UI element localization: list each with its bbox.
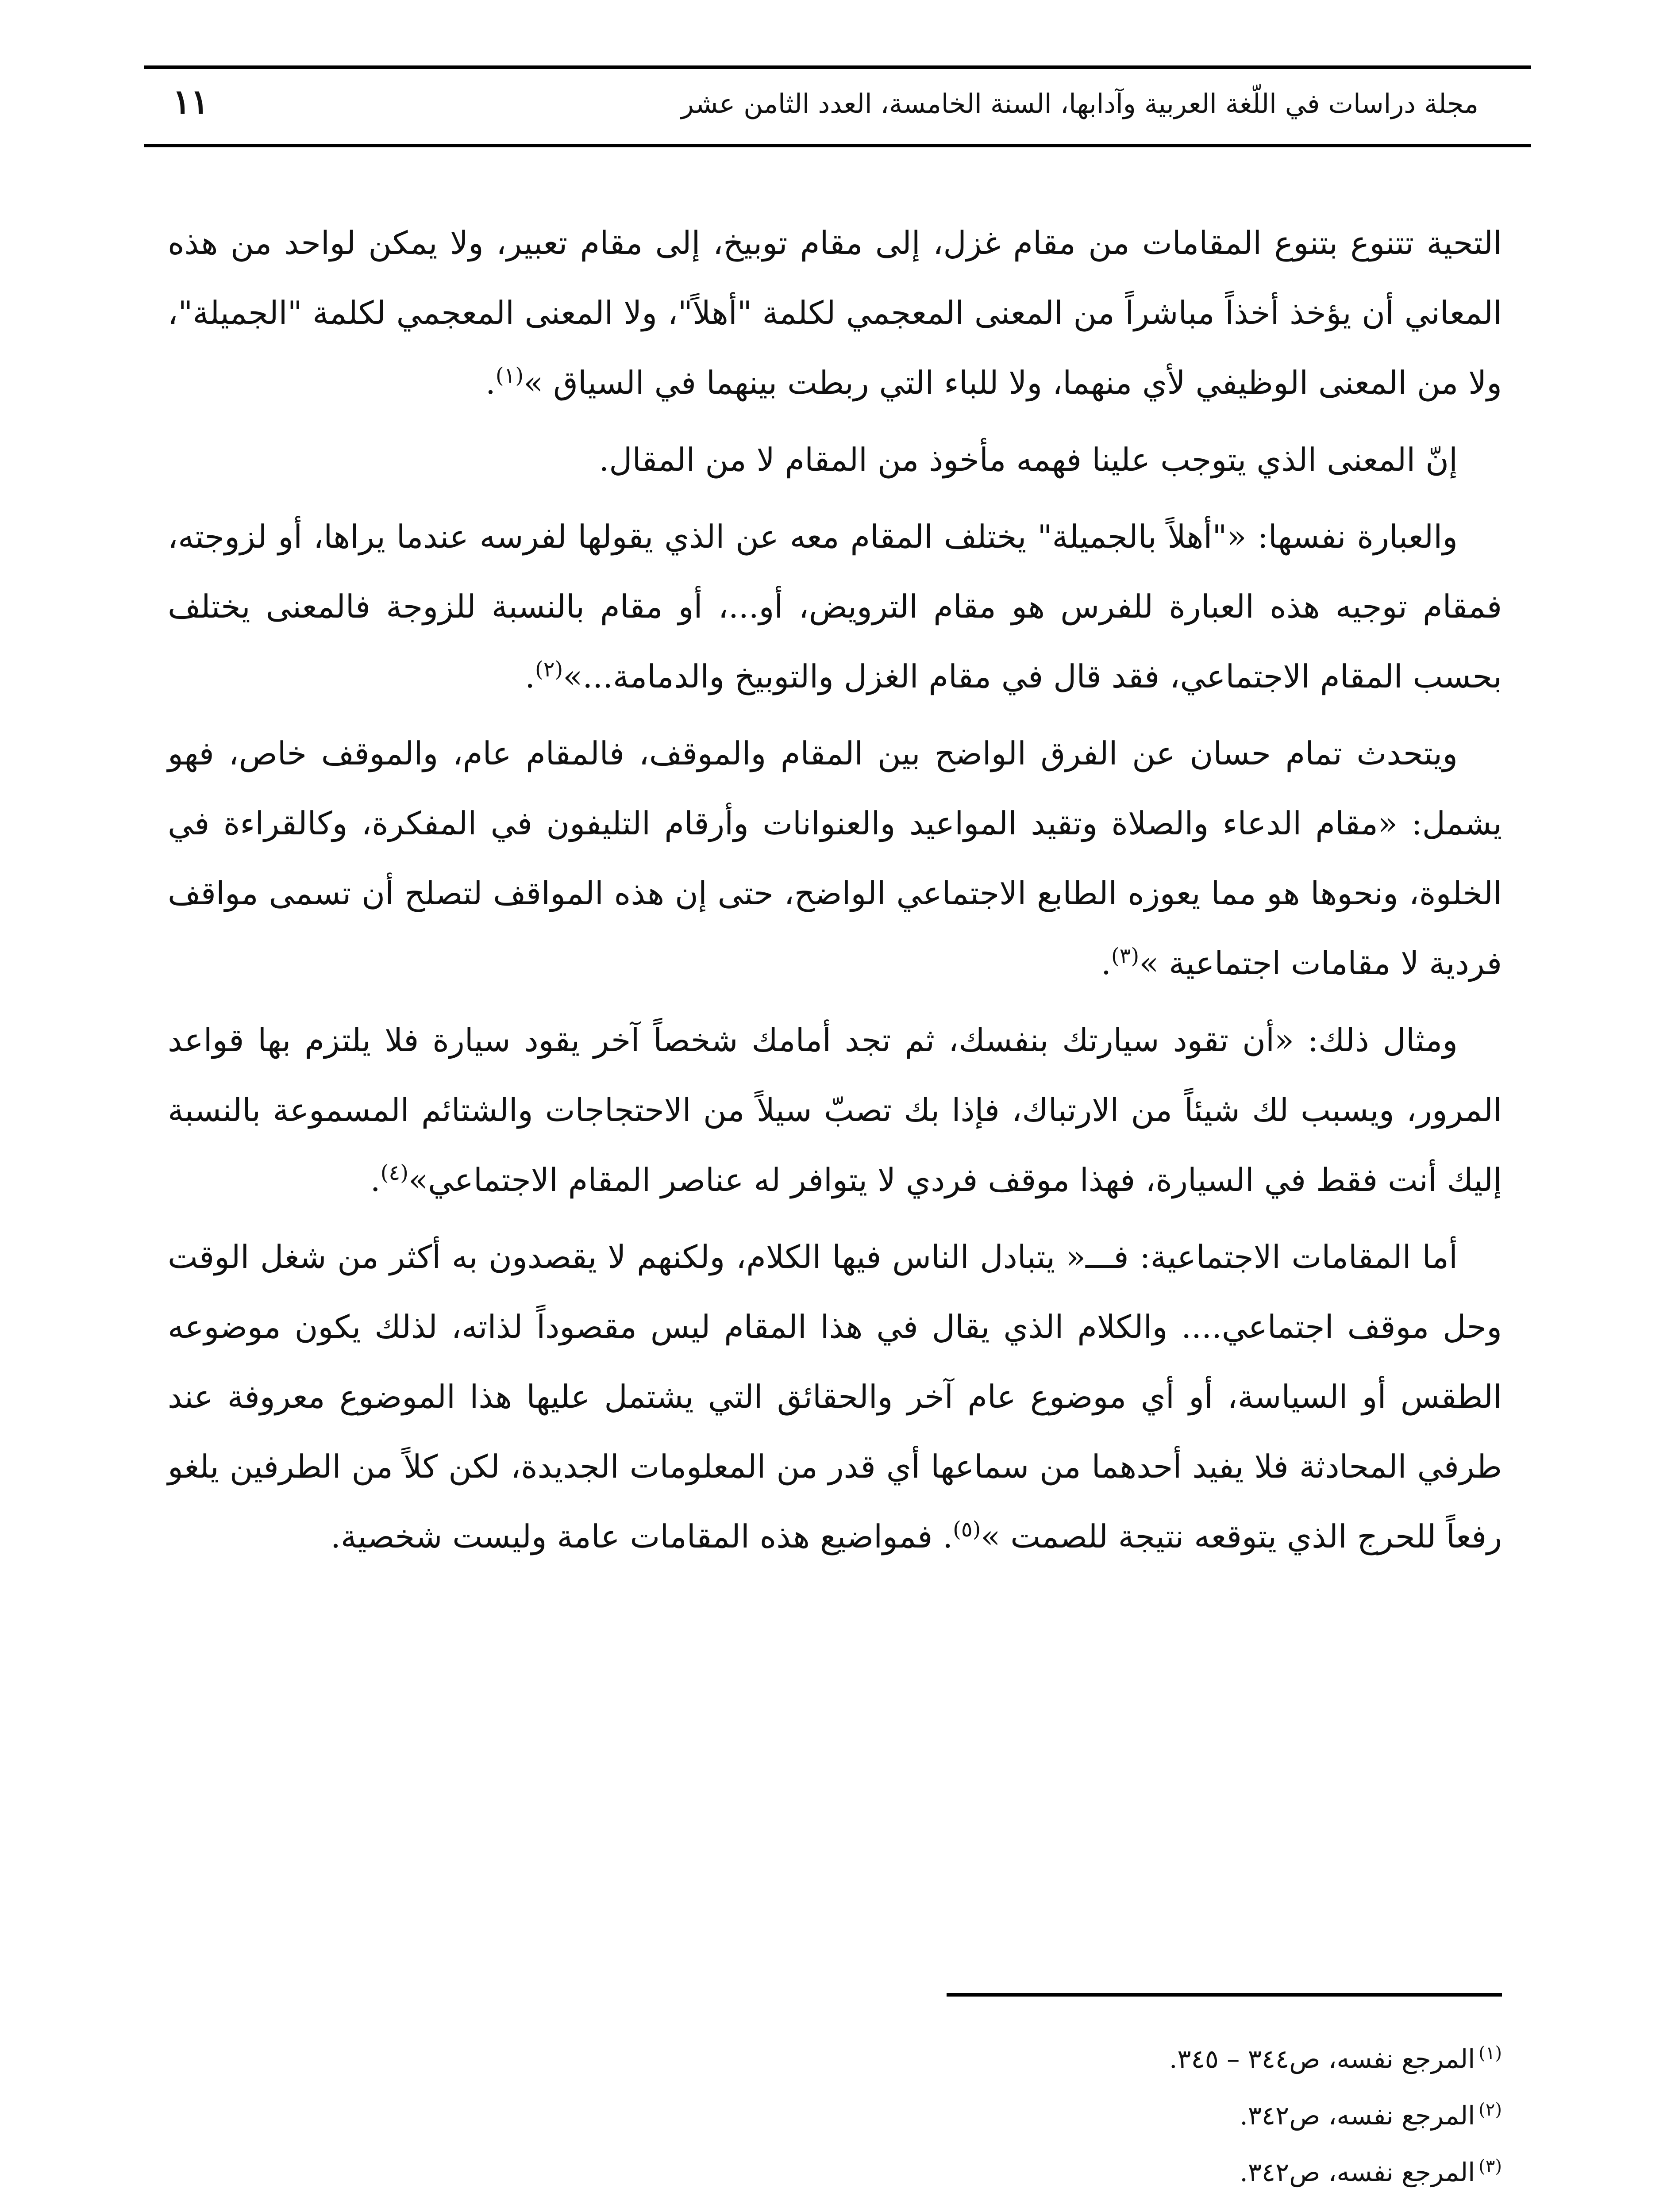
footnote-text: المرجع نفسه، ص٣٤٢.: [1240, 2101, 1475, 2131]
footnote: [440, 2031, 1502, 2087]
footnote-marker: (٢): [1478, 2099, 1502, 2120]
paragraph-text: ويتحدث تمام حسان عن الفرق الواضح بين المقام والموقف، فالمقام عام، والموقف خاص، فهو يشمل: «مقام الدعاء والصلاة وتقيد المواعيد والعنوانات وأرقام التليفون في المفكرة، وكالقراءة في الخلوة، ونحوها هو مما يعوزه الطابع الاجتماعي الواضح، حتى إن هذه المواقف لتصلح أن تسمى مواقف فردية لا مقامات اجتماعية »: [168, 735, 1502, 982]
footnote-reference: (١): [495, 363, 524, 388]
journal-header-title: مجلة دراسات في اللّغة العربية وآدابها، السنة الخامسة، العدد الثامن عشر: [681, 88, 1478, 119]
paragraph: [168, 1222, 1502, 1571]
footnote-separator: [947, 1993, 1502, 1997]
footnote-marker: (٣): [1478, 2156, 1502, 2177]
header-top-rule: [144, 65, 1531, 69]
paragraph-text: والعبارة نفسها: «"أهلاً بالجميلة" يختلف المقام معه عن الذي يقولها لفرسه عندما يراها، أو لزوجته، فمقام توجيه هذه العبارة للفرس هو مقام الترويض، أو...، أو مقام بالنسبة للزوجة فالمعنى يختلف بحسب المقام الاجتماعي، فقد قال في مقام الغزل والتوبيخ والدمامة...»: [168, 518, 1502, 695]
paragraph-text: إنّ المعنى الذي يتوجب علينا فهمه مأخوذ من المقام لا من المقال.: [599, 441, 1458, 478]
footnote: [440, 2087, 1502, 2144]
paragraph: [168, 718, 1502, 998]
paragraph-tail: .: [525, 658, 535, 695]
footnote-reference: (٥): [953, 1517, 981, 1542]
paragraph: [168, 208, 1502, 418]
footnote-reference: (٣): [1111, 944, 1140, 968]
paragraph-text: أما المقامات الاجتماعية: فـــ« يتبادل الناس فيها الكلام، ولكنهم لا يقصدون به أكثر من شغل الوقت وحل موقف اجتماعي.... والكلام الذي يقال في هذا المقام ليس مقصوداً لذاته، لذلك يكون موضوعه الطقس أو السياسة، أو أي موضوع عام آخر والحقائق التي يشتمل عليها هذا الموضوع معروفة عند طرفي المحادثة فلا يفيد أحدهما من سماعها أي قدر من المعلومات الجديدة، لكن كلاً من الطرفين يلغو رفعاً للحرج الذي يتوقعه نتيجة للصمت »: [168, 1238, 1502, 1555]
paragraph: [168, 425, 1502, 495]
header-bottom-rule: [144, 144, 1531, 147]
paragraph-tail: .: [370, 1161, 381, 1198]
footnote-reference: (٢): [535, 657, 563, 682]
footnote: [440, 2144, 1502, 2200]
paragraph-tail: .: [485, 364, 496, 401]
body-text: [168, 208, 1502, 1578]
paragraph-tail: . فمواضيع هذه المقامات عامة وليست شخصية.: [330, 1518, 953, 1555]
footnote-reference: (٤): [380, 1160, 408, 1185]
page-number: ١١: [173, 82, 209, 121]
footnote: [440, 2200, 1502, 2212]
footnotes: [440, 2031, 1502, 2212]
paragraph: [168, 1005, 1502, 1215]
footnote-text: المرجع نفسه، ص٣٤٢.: [1240, 2157, 1475, 2187]
paragraph-tail: .: [1101, 945, 1111, 982]
footnote-marker: (١): [1478, 2043, 1502, 2063]
paragraph-text: ومثال ذلك: «أن تقود سيارتك بنفسك، ثم تجد أمامك شخصاً آخر يقود سيارة فلا يلتزم بها قواعد المرور، ويسبب لك شيئاً من الارتباك، فإذا بك تصبّ سيلاً من الاحتجاجات والشتائم المسموعة بالنسبة إليك أنت فقط في السيارة، فهذا موقف فردي لا يتوافر له عناصر المقام الاجتماعي»: [168, 1022, 1502, 1198]
paragraph-text: التحية تتنوع بتنوع المقامات من مقام غزل، إلى مقام توبيخ، إلى مقام تعبير، ولا يمكن لواحد من هذه المعاني أن يؤخذ أخذاً مباشراً من المعنى المعجمي لكلمة "أهلاً"، ولا المعنى المعجمي لكلمة "الجميلة"، ولا من المعنى الوظيفي لأي منهما، ولا للباء التي ربطت بينهما في السياق »: [168, 224, 1502, 401]
footnote-text: المرجع نفسه، ص٣٤٤ – ٣٤٥.: [1169, 2044, 1475, 2074]
paragraph: [168, 502, 1502, 711]
